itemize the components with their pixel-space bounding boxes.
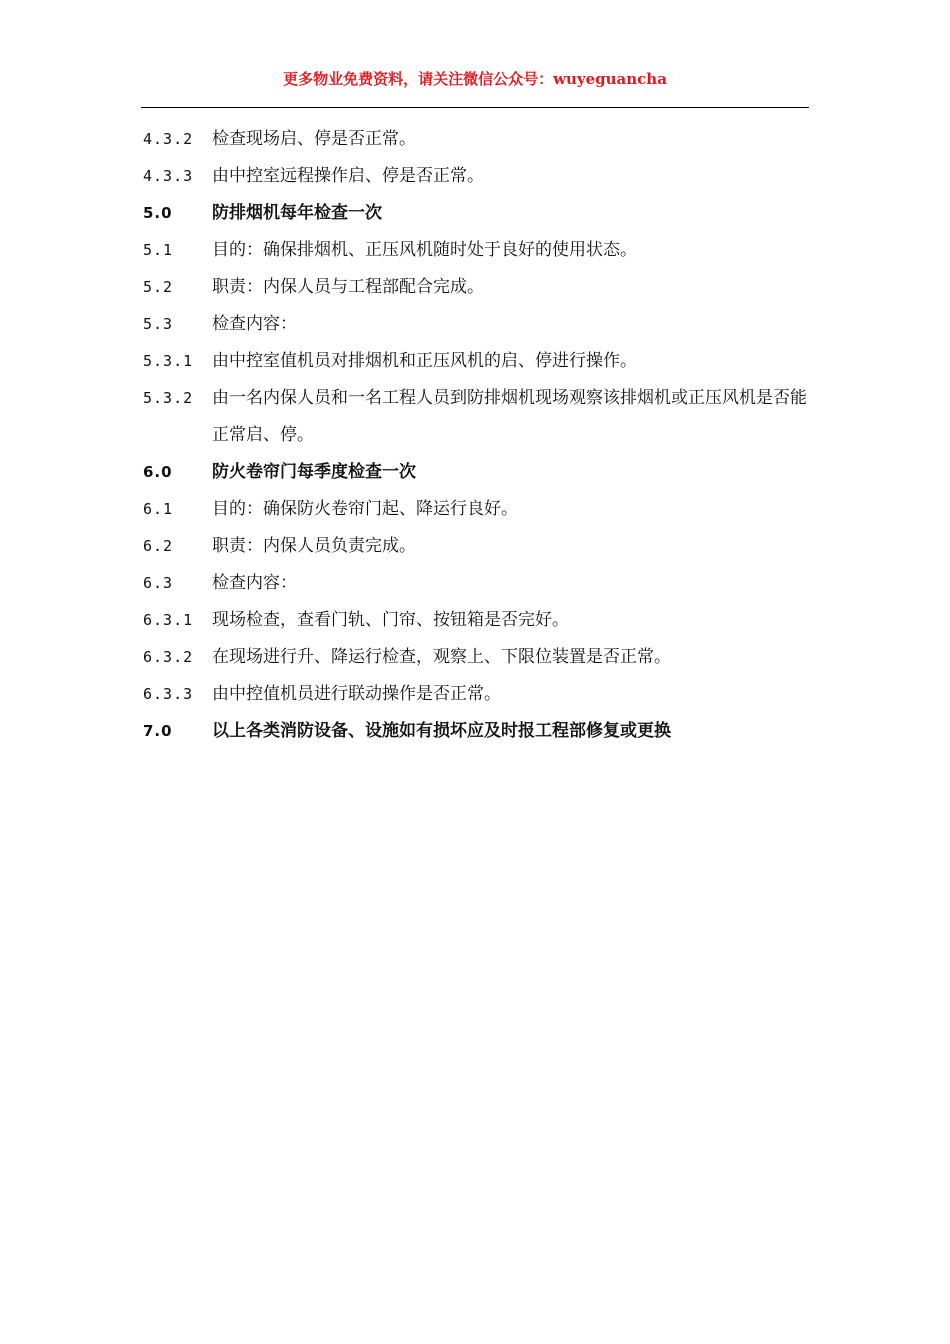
- clause-6-3-2: [143, 639, 809, 676]
- clause-6-3-1: [143, 602, 809, 639]
- clause-5-2: [143, 269, 809, 306]
- clause-text: 由一名内保人员和一名工程人员到防排烟机现场观察该排烟机或正压风机是否能正常启、停。: [212, 388, 807, 445]
- clause-6-3-3: [143, 676, 809, 713]
- clause-6-1: [143, 491, 809, 528]
- clause-text: 现场检查，查看门轨、门帘、按钮箱是否完好。: [212, 610, 569, 630]
- clause-4-3-3: [143, 158, 809, 195]
- clause-number: 4.3.2: [143, 130, 194, 148]
- clause-5-3: [143, 306, 809, 343]
- clause-number: 4.3.3: [143, 167, 194, 185]
- clause-6-3: [143, 565, 809, 602]
- clause-text: 职责：内保人员负责完成。: [212, 536, 416, 556]
- clause-number: 6.3: [143, 574, 174, 592]
- clause-text: 在现场进行升、降运行检查，观察上、下限位装置是否正常。: [212, 647, 671, 667]
- header-divider: [141, 107, 809, 108]
- clause-text: 由中控值机员进行联动操作是否正常。: [212, 684, 501, 704]
- clause-text: 检查现场启、停是否正常。: [212, 129, 416, 149]
- clause-number: 6.1: [143, 500, 174, 518]
- clause-number: 6.3.3: [143, 685, 194, 703]
- section-7-0-heading: [143, 713, 809, 750]
- clause-text: 目的：确保防火卷帘门起、降运行良好。: [212, 499, 518, 519]
- clause-number: 6.2: [143, 537, 174, 555]
- clause-5-3-1: [143, 343, 809, 380]
- clause-number: 6.3.2: [143, 648, 194, 666]
- section-number: 7.0: [143, 722, 173, 740]
- clause-5-3-2: [143, 380, 809, 454]
- clause-4-3-2: [143, 121, 809, 158]
- clause-text: 由中控室远程操作启、停是否正常。: [212, 166, 484, 186]
- clause-number: 5.1: [143, 241, 174, 259]
- section-number: 6.0: [143, 463, 173, 481]
- clause-6-2: [143, 528, 809, 565]
- clause-number: 5.2: [143, 278, 174, 296]
- clause-text: 职责：内保人员与工程部配合完成。: [212, 277, 484, 297]
- section-title: 以上各类消防设备、设施如有损坏应及时报工程部修复或更换: [212, 721, 671, 741]
- section-number: 5.0: [143, 204, 173, 222]
- section-5-0-heading: [143, 195, 809, 232]
- clause-5-1: [143, 232, 809, 269]
- section-title: 防排烟机每年检查一次: [212, 203, 382, 223]
- clause-text: 检查内容：: [212, 573, 297, 593]
- section-6-0-heading: [143, 454, 809, 491]
- page-header: 更多物业免费资料，请关注微信公众号：wuyeguancha: [283, 70, 667, 88]
- clause-number: 6.3.1: [143, 611, 194, 629]
- clause-number: 5.3.1: [143, 352, 194, 370]
- clause-text: 由中控室值机员对排烟机和正压风机的启、停进行操作。: [212, 351, 637, 371]
- clause-text: 检查内容：: [212, 314, 297, 334]
- document-body: [143, 121, 809, 750]
- section-title: 防火卷帘门每季度检查一次: [212, 462, 416, 482]
- clause-text: 目的：确保排烟机、正压风机随时处于良好的使用状态。: [212, 240, 637, 260]
- clause-number: 5.3.2: [143, 389, 194, 407]
- clause-number: 5.3: [143, 315, 174, 333]
